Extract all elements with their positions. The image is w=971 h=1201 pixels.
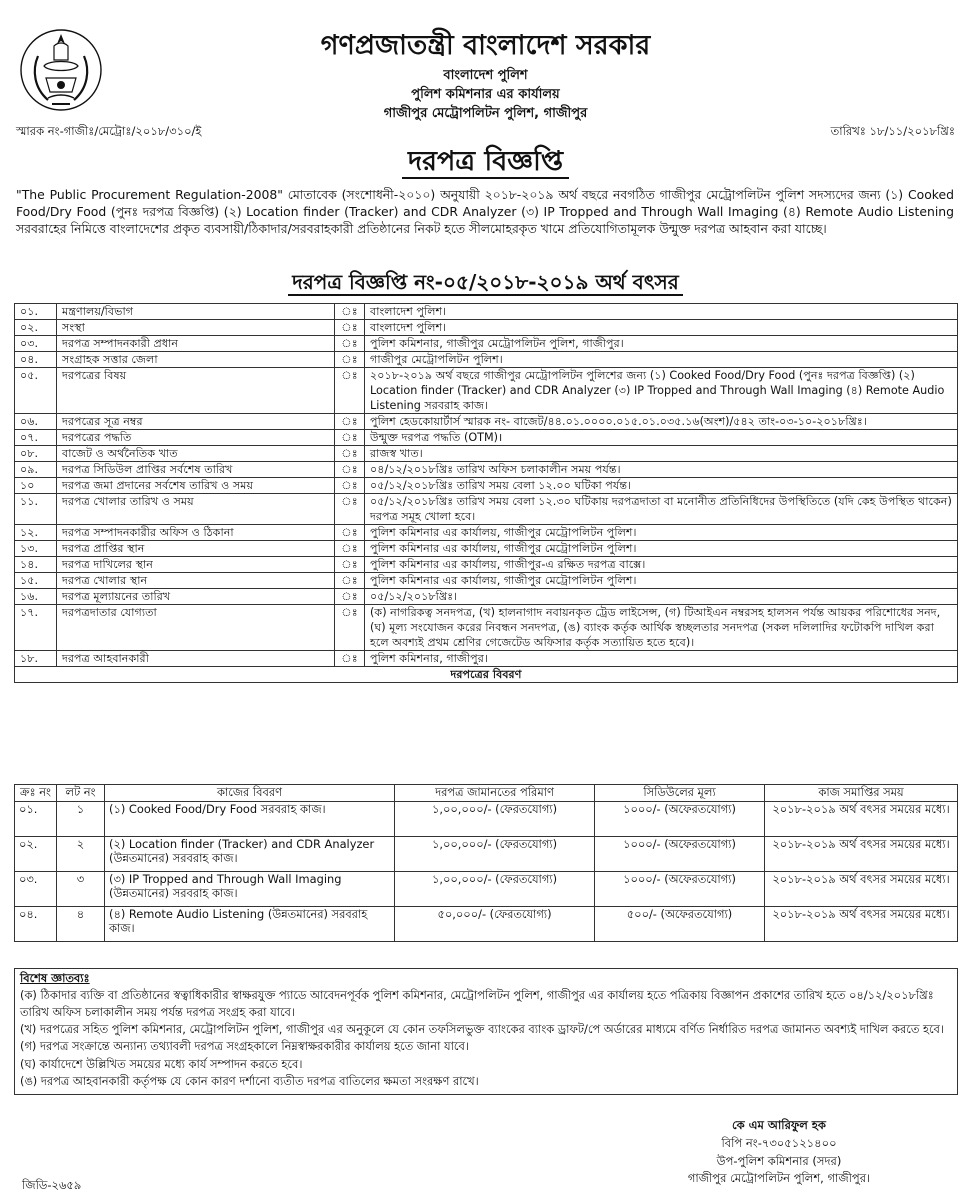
row-number: ১৪. [15, 557, 57, 573]
row-number: ১৮. [15, 651, 57, 667]
work-lot: ৩ [57, 871, 105, 906]
work-completion: ২০১৮-২০১৯ অর্থ বৎসর সময়ের মধ্যে। [765, 801, 958, 836]
row-separator: ঃ [335, 336, 365, 352]
work-schedule-price: ৫০০/- (অফেরতযোগ্য) [595, 906, 765, 941]
row-separator: ঃ [335, 446, 365, 462]
work-description: (১) Cooked Food/Dry Food সরবরাহ কাজ। [105, 801, 395, 836]
row-value: (ক) নাগরিকত্ব সনদপত্র, (খ) হালনাগাদ নবায়নকৃত ট্রেড লাইসেন্স, (গ) টিআইএন নম্বরসহ হালসন পর্যন্ত আয়কর পরিশোধের সনদ, (ঘ) মূল্য সংযোজন করের নিবন্ধন সনদপত্র, (ঙ) ব্যাংক কর্তৃক আর্থিক স্বচ্ছলতার সনদপত্র (সকল দলিলাদির ফটোকপি দাখিল করা হলে অবশ্যই প্রথম শ্রেণির গেজেটেড অফিসার কর্তৃক সত্যায়িত হতে হবে)। [365, 605, 958, 651]
work-serial: ০২. [15, 836, 57, 871]
row-value: রাজস্ব খাত। [365, 446, 958, 462]
notes-heading: বিশেষ জ্ঞাতব্যঃ [20, 971, 90, 985]
gd-number: জিডি-২৬৫৯ [22, 1178, 82, 1192]
row-value: বাংলাদেশ পুলিশ। [365, 304, 958, 320]
row-value: পুলিশ কমিশনার এর কার্যালয়, গাজীপুর মেট্রোপলিটন পুলিশ। [365, 525, 958, 541]
row-label: দরপত্রের পদ্ধতি [57, 430, 335, 446]
note-item: (খ) দরপত্রের সহিত পুলিশ কমিশনার, মেট্রোপলিটন পুলিশ, গাজীপুর এর অনুকূলে যে কোন তফসিলভুক্ত ব্যাংকের ব্যাংক ড্রাফট/পে অর্ডারের মাধ্যমে বর্ণিত নির্ধারিত দরপত্র জামানত অবশ্যই দাখিল করতে হবে। [20, 1022, 944, 1037]
memo-date: তারিখঃ ১৮/১১/২০১৮খ্রিঃ [830, 124, 955, 138]
row-separator: ঃ [335, 414, 365, 430]
row-label: দরপত্র সম্পাদনকারীর অফিস ও ঠিকানা [57, 525, 335, 541]
row-value: পুলিশ কমিশনার এর কার্যালয়, গাজীপুর-এ রক্ষিত দরপত্র বাক্সে। [365, 557, 958, 573]
tender-number-heading [0, 270, 971, 294]
page-title-text: দরপত্র বিজ্ঞপ্তি [402, 146, 569, 179]
special-notes [14, 968, 958, 1095]
work-schedule-price: ১০০০/- (অফেরতযোগ্য) [595, 871, 765, 906]
work-lot: ১ [57, 801, 105, 836]
row-number: ০১. [15, 304, 57, 320]
row-value: ২০১৮-২০১৯ অর্থ বছরে গাজীপুর মেট্রোপলিটন পুলিশের জন্য (১) Cooked Food/Dry Food (পুনঃ দরপত্র বিজ্ঞপ্তি) (২) Location finder (Tracker) and CDR Analyzer (৩) IP Tropped and Through Wall Imaging (৪) Remote Audio Listening সরবরাহ কাজ। [365, 368, 958, 414]
row-number: ০৩. [15, 336, 57, 352]
work-description: (৪) Remote Audio Listening (উন্নতমানের) সরবরাহ কাজ। [105, 906, 395, 941]
row-separator: ঃ [335, 320, 365, 336]
header-description: কাজের বিবরণ [105, 785, 395, 802]
intro-paragraph: "The Public Procurement Regulation-2008" মোতাবেক (সংশোধনী-২০১০) অনুযায়ী ২০১৮-২০১৯ অর্থ বছরে নবগঠিত গাজীপুর মেট্রোপলিটন পুলিশ সদস্যদের জন্য (১) Cooked Food/Dry Food (পুনঃ দরপত্র বিজ্ঞপ্তি) (২) Location finder (Tracker) and CDR Analyzer (৩) IP Tropped and Through Wall Imaging (৪) Remote Audio Listening সরবরাহের নিমিত্তে বাংলাদেশের প্রকৃত ব্যবসায়ী/ঠিকাদার/সরবরাহকারী প্রতিষ্ঠানের নিকট হতে সীলমোহরকৃত খামে প্রতিযোগিতামূলক উন্মুক্ত দরপত্র আহবান করা যাচ্ছে। [16, 187, 954, 237]
row-separator: ঃ [335, 352, 365, 368]
works-heading: দরপত্রের বিবরণ [15, 667, 958, 683]
note-item: (ঘ) কার্যাদেশে উল্লিখিত সময়ের মধ্যে কার্য সম্পাদন করতে হবে। [20, 1056, 303, 1071]
row-separator: ঃ [335, 368, 365, 414]
note-item: (ক) ঠিকাদার ব্যক্তি বা প্রতিষ্ঠানের স্বত্বাধিকারীর স্বাক্ষরযুক্ত প্যাডে আবেদনপূর্বক পুলিশ কমিশনার, মেট্রোপলিটন পুলিশ, গাজীপুর এর কার্যালয় হতে পত্রিকায় বিজ্ঞাপন প্রকাশের তারিখ হতে ০৪/১২/২০১৮খ্রিঃ তারিখ অফিস চলাকালীন সময় পর্যন্ত দরপত্র সংগ্রহ করা যাবে। [20, 988, 934, 1020]
row-label: সংগ্রাহক সত্তার জেলা [57, 352, 335, 368]
row-value: ০৫/১২/২০১৮খ্রিঃ তারিখ সময় বেলা ১২.০০ ঘটিকা পর্যন্ত। [365, 478, 958, 494]
table-row [15, 320, 958, 336]
row-number: ১৩. [15, 541, 57, 557]
tender-info-table [14, 303, 958, 683]
table-row [15, 430, 958, 446]
table-row [15, 605, 958, 651]
header-schedule-price: সিডিউলের মূল্য [595, 785, 765, 802]
signatory-designation: উপ-পুলিশ কমিশনার (সদর) [716, 1153, 842, 1168]
table-row [15, 336, 958, 352]
row-label: দরপত্র জমা প্রদানের সর্বশেষ তারিখ ও সময় [57, 478, 335, 494]
row-label: দরপত্র প্রাপ্তির স্থান [57, 541, 335, 557]
row-separator: ঃ [335, 525, 365, 541]
table-row [15, 478, 958, 494]
table-row [15, 801, 958, 836]
table-row [15, 368, 958, 414]
government-title: গণপ্রজাতন্ত্রী বাংলাদেশ সরকার [320, 30, 651, 61]
work-completion: ২০১৮-২০১৯ অর্থ বৎসর সময়ের মধ্যে। [765, 871, 958, 906]
row-number: ১৫. [15, 573, 57, 589]
works-table [14, 784, 958, 942]
row-separator: ঃ [335, 589, 365, 605]
row-label: মন্ত্রণালয়/বিভাগ [57, 304, 335, 320]
work-completion: ২০১৮-২০১৯ অর্থ বৎসর সময়ের মধ্যে। [765, 906, 958, 941]
signatory-office: গাজীপুর মেট্রোপলিটন পুলিশ, গাজীপুর। [687, 1171, 871, 1186]
table-row [15, 651, 958, 667]
table-row [15, 589, 958, 605]
row-value: ০৫/১২/২০১৮খ্রিঃ তারিখ সময় বেলা ১২.৩০ ঘটিকায় দরপত্রদাতা বা মনোনীত প্রতিনিধিদের উপস্থিতিতে (যদি কেহ উপস্থিত থাকেন) দরপত্র সমূহ খোলা হবে। [365, 494, 958, 525]
row-label: দরপত্র খোলার তারিখ ও সময় [57, 494, 335, 525]
row-value: পুলিশ হেডকোয়ার্টার্স স্মারক নং- বাজেট/৪৪.০১.০০০০.০১৫.০১.০৩৫.১৬(অংশ)/৫৪২ তাং-০৩-১০-২০১৮খ্রিঃ। [365, 414, 958, 430]
signatory-name: কে এম আরিফুল হক [732, 1118, 826, 1132]
table-row [15, 573, 958, 589]
row-separator: ঃ [335, 478, 365, 494]
row-separator: ঃ [335, 541, 365, 557]
row-value: ০৫/১২/২০১৮খ্রিঃ। [365, 589, 958, 605]
row-value: বাংলাদেশ পুলিশ। [365, 320, 958, 336]
row-number: ০৬. [15, 414, 57, 430]
works-heading-row [15, 667, 958, 683]
row-label: দরপত্র সম্পাদনকারী প্রধান [57, 336, 335, 352]
work-security: ৫০,০০০/- (ফেরতযোগ্য) [395, 906, 595, 941]
header-security: দরপত্র জামানতের পরিমাণ [395, 785, 595, 802]
row-label: দরপত্রের বিষয় [57, 368, 335, 414]
table-row [15, 906, 958, 941]
row-label: দরপত্র সিডিউল প্রাপ্তির সর্বশেষ তারিখ [57, 462, 335, 478]
work-schedule-price: ১০০০/- (অফেরতযোগ্য) [595, 801, 765, 836]
row-label: দরপত্রদাতার যোগ্যতা [57, 605, 335, 651]
row-label: বাজেট ও অর্থনৈতিক খাত [57, 446, 335, 462]
row-value: পুলিশ কমিশনার, গাজীপুর। [365, 651, 958, 667]
row-separator: ঃ [335, 557, 365, 573]
work-lot: ৪ [57, 906, 105, 941]
row-number: ০৯. [15, 462, 57, 478]
note-item: (গ) দরপত্র সংক্রান্তে অন্যান্য তথ্যাবলী দরপত্র সংগ্রহকালে নিম্নস্বাক্ষরকারীর কার্যালয় হতে জানা যাবে। [20, 1039, 469, 1054]
row-label: সংস্থা [57, 320, 335, 336]
row-value: গাজীপুর মেট্রোপলিটন পুলিশ। [365, 352, 958, 368]
work-lot: ২ [57, 836, 105, 871]
table-row [15, 541, 958, 557]
office-name: পুলিশ কমিশনার এর কার্যালয় [411, 87, 560, 102]
row-number: ১২. [15, 525, 57, 541]
table-row [15, 871, 958, 906]
signatory-bp-number: বিপি নং-৭৩০৫১২১৪০০ [721, 1135, 837, 1150]
row-separator: ঃ [335, 573, 365, 589]
row-label: দরপত্র মূল্যায়নের তারিখ [57, 589, 335, 605]
work-security: ১,০০,০০০/- (ফেরতযোগ্য) [395, 871, 595, 906]
table-row [15, 525, 958, 541]
row-label: দরপত্র খোলার স্থান [57, 573, 335, 589]
row-value: ০৪/১২/২০১৮খ্রিঃ তারিখ অফিস চলাকালীন সময় পর্যন্ত। [365, 462, 958, 478]
row-separator: ঃ [335, 605, 365, 651]
row-label: দরপত্র আহবানকারী [57, 651, 335, 667]
department-name: বাংলাদেশ পুলিশ [443, 68, 528, 83]
table-row [15, 836, 958, 871]
row-separator: ঃ [335, 430, 365, 446]
row-label: দরপত্রের সূত্র নম্বর [57, 414, 335, 430]
row-number: ০৭. [15, 430, 57, 446]
work-serial: ০৩. [15, 871, 57, 906]
work-serial: ০১. [15, 801, 57, 836]
row-number: ১৭. [15, 605, 57, 651]
table-row [15, 494, 958, 525]
row-number: ০৪. [15, 352, 57, 368]
header-serial: ক্রঃ নং [15, 785, 57, 802]
row-value: পুলিশ কমিশনার এর কার্যালয়, গাজীপুর মেট্রোপলিটন পুলিশ। [365, 541, 958, 557]
work-schedule-price: ১০০০/- (অফেরতযোগ্য) [595, 836, 765, 871]
row-separator: ঃ [335, 304, 365, 320]
work-description: (২) Location finder (Tracker) and CDR Analyzer (উন্নতমানের) সরবরাহ কাজ। [105, 836, 395, 871]
work-security: ১,০০,০০০/- (ফেরতযোগ্য) [395, 801, 595, 836]
row-number: ১১. [15, 494, 57, 525]
row-value: পুলিশ কমিশনার, গাজীপুর মেট্রোপলিটন পুলিশ, গাজীপুর। [365, 336, 958, 352]
note-item: (ঙ) দরপত্র আহবানকারী কর্তৃপক্ষ যে কোন কারণ দর্শানো ব্যতীত দরপত্র বাতিলের ক্ষমতা সংরক্ষণ রাখে। [20, 1073, 479, 1088]
table-row [15, 352, 958, 368]
table-row [15, 557, 958, 573]
table-row [15, 304, 958, 320]
row-number: ১৬. [15, 589, 57, 605]
work-security: ১,০০,০০০/- (ফেরতযোগ্য) [395, 836, 595, 871]
row-number: ১০ [15, 478, 57, 494]
signature-block [649, 1117, 909, 1188]
row-value: উন্মুক্ত দরপত্র পদ্ধতি (OTM)। [365, 430, 958, 446]
header-lot: লট নং [57, 785, 105, 802]
work-completion: ২০১৮-২০১৯ অর্থ বৎসর সময়ের মধ্যে। [765, 836, 958, 871]
work-description: (৩) IP Tropped and Through Wall Imaging (উন্নতমানের) সরবরাহ কাজ। [105, 871, 395, 906]
memo-number: স্মারক নং-গাজীঃ/মেট্রোঃ/২০১৮/৩১০/ই [16, 124, 202, 138]
works-header-row [15, 785, 958, 802]
row-number: ০৫. [15, 368, 57, 414]
page-title [0, 146, 971, 179]
tender-number-text: দরপত্র বিজ্ঞপ্তি নং-০৫/২০১৮-২০১৯ অর্থ বৎসর [288, 270, 682, 296]
office-location: গাজীপুর মেট্রোপলিটন পুলিশ, গাজীপুর [383, 106, 588, 121]
table-row [15, 414, 958, 430]
row-separator: ঃ [335, 494, 365, 525]
row-number: ০৮. [15, 446, 57, 462]
row-label: দরপত্র দাখিলের স্থান [57, 557, 335, 573]
row-separator: ঃ [335, 462, 365, 478]
work-serial: ০৪. [15, 906, 57, 941]
row-separator: ঃ [335, 651, 365, 667]
table-row [15, 446, 958, 462]
row-number: ০২. [15, 320, 57, 336]
header-completion: কাজ সমাপ্তির সময় [765, 785, 958, 802]
row-value: পুলিশ কমিশনার এর কার্যালয়, গাজীপুর মেট্রোপলিটন পুলিশ। [365, 573, 958, 589]
table-row [15, 462, 958, 478]
